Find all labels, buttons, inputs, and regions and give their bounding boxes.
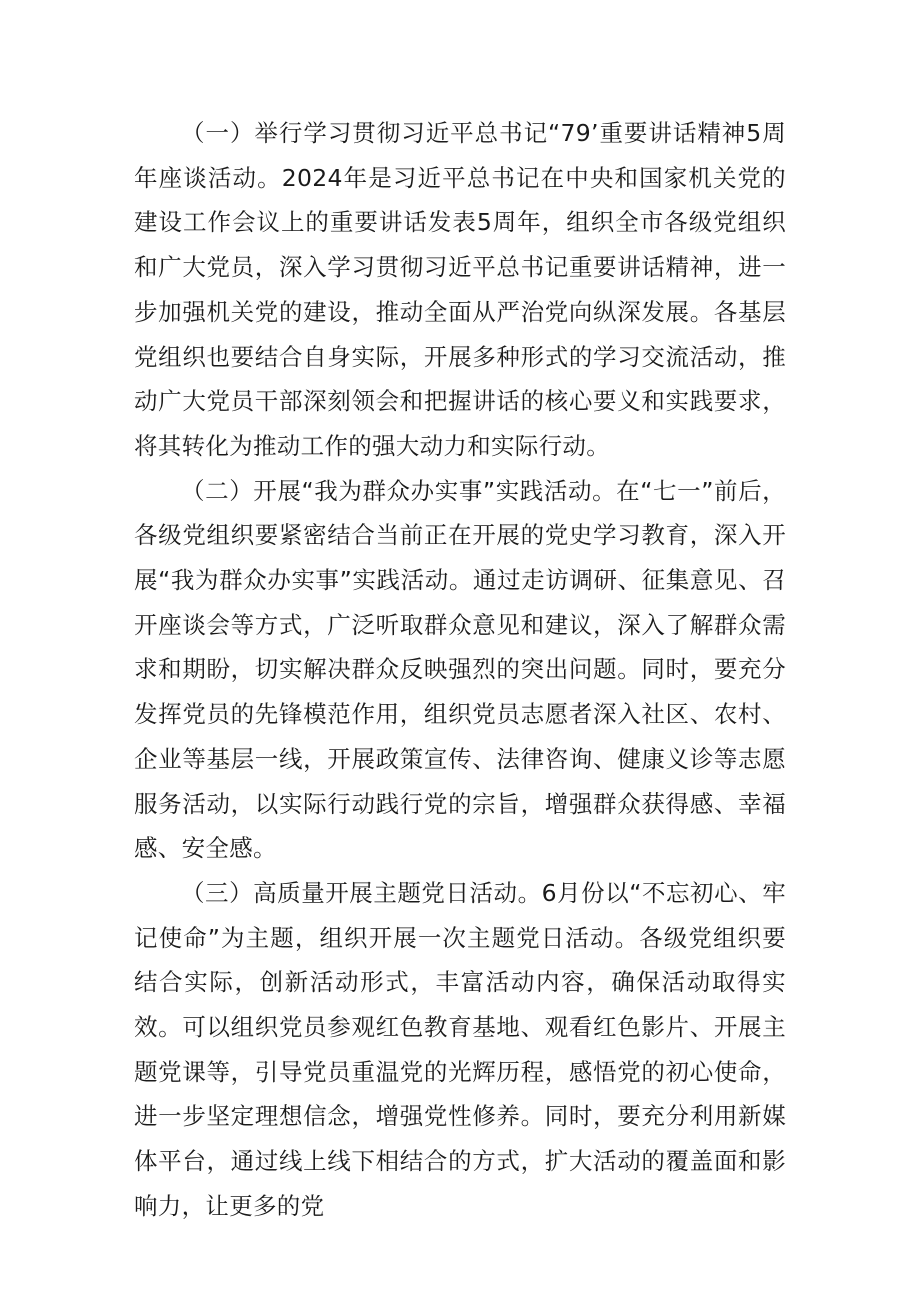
paragraph-1: （一）举行学习贯彻习近平总书记“79’重要讲话精神5周年座谈活动。2024年是习近平总书记在中央和国家机关党的建设工作会议上的重要讲话发表5周年，组织全市各级党组织和广大党员，深入学习贯彻习近平总书记重要讲话精神，进一步加强机关党的建设，推动全面从严治党向纵深发展。各基层党组织也要结合自身实际，开展多种形式的学习交流活动，推动广大党员干部深刻领会和把握讲话的核心要义和实践要求，将其转化为推动工作的强大动力和实际行动。 (134, 119, 786, 460)
document-body (134, 111, 786, 1229)
paragraph-3: （三）高质量开展主题党日活动。6月份以“不忘初心、牢记使命”为主题，组织开展一次主题党日活动。各级党组织要结合实际，创新活动形式，丰富活动内容，确保活动取得实效。可以组织党员参观红色教育基地、观看红色影片、开展主题党课等，引导党员重温党的光辉历程，感悟党的初心使命，进一步坚定理想信念，增强党性修养。同时，要充分利用新媒体平台，通过线上线下相结合的方式，扩大活动的覆盖面和影响力，让更多的党 (134, 878, 786, 1220)
paragraph-2: （二）开展“我为群众办实事”实践活动。在“七一”前后，各级党组织要紧密结合当前正在开展的党史学习教育，深入开展“我为群众办实事”实践活动。通过走访调研、征集意见、召开座谈会等方式，广泛听取群众意见和建议，深入了解群众需求和期盼，切实解决群众反映强烈的突出问题。同时，要充分发挥党员的先锋模范作用，组织党员志愿者深入社区、农村、企业等基层一线，开展政策宣传、法律咨询、健康义诊等志愿服务活动，以实际行动践行党的宗旨，增强群众获得感、幸福感、安全感。 (134, 476, 786, 863)
